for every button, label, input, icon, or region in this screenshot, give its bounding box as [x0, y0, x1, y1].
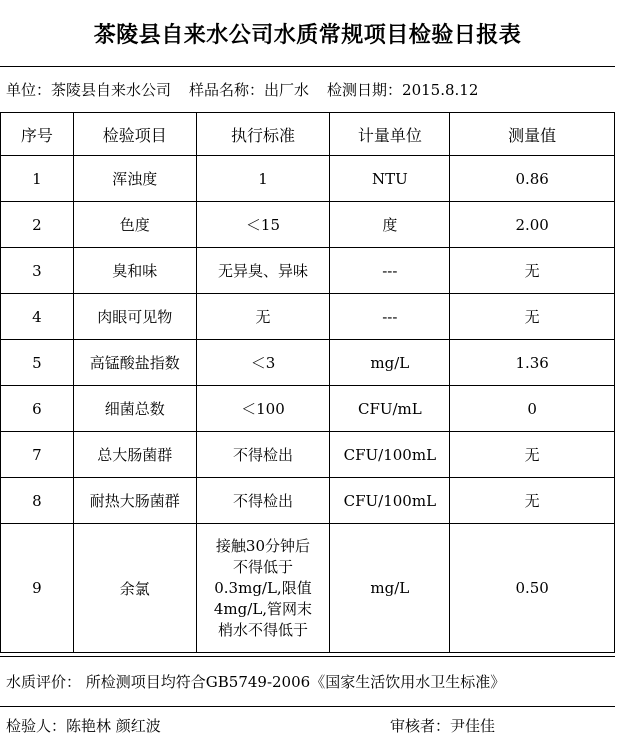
cell-standard: ＜15 [196, 202, 330, 248]
reviewer-label: 审核者：尹佳佳 [390, 717, 496, 735]
standard-line: 不得低于 [232, 557, 293, 576]
standard-line: 接触30分钟后 [215, 536, 311, 555]
header-row [1, 113, 615, 156]
cell-standard: 1 [196, 156, 330, 202]
table-row [1, 340, 615, 386]
cell-standard: ＜100 [196, 386, 330, 432]
header-value: 测量值 [450, 113, 615, 156]
signature-row [0, 706, 615, 744]
cell-value: 无 [450, 294, 615, 340]
cell-value: 无 [450, 478, 615, 524]
cell-unit: --- [330, 248, 450, 294]
cell-item: 肉眼可见物 [73, 294, 196, 340]
cell-item: 细菌总数 [73, 386, 196, 432]
cell-item: 耐热大肠菌群 [73, 478, 196, 524]
cell-no: 4 [1, 294, 74, 340]
table-row [1, 478, 615, 524]
cell-value: 2.00 [450, 202, 615, 248]
table-row [1, 386, 615, 432]
date-label: 检测日期：2015.8.12 [327, 81, 479, 99]
cell-no: 6 [1, 386, 74, 432]
cell-unit: CFU/100mL [330, 432, 450, 478]
info-row [0, 66, 615, 112]
cell-unit: mg/L [330, 524, 450, 653]
cell-standard: 无异臭、异味 [196, 248, 330, 294]
cell-item: 臭和味 [73, 248, 196, 294]
cell-unit: CFU/mL [330, 386, 450, 432]
inspector-label: 检验人：陈艳林 颜红波 [6, 717, 161, 735]
table-row [1, 432, 615, 478]
cell-no: 7 [1, 432, 74, 478]
cell-no: 3 [1, 248, 74, 294]
table-row [1, 202, 615, 248]
water-quality-evaluation: 水质评价： 所检测项目均符合GB5749-2006《国家生活饮用水卫生标准》 [0, 656, 615, 706]
cell-no: 8 [1, 478, 74, 524]
header-unit: 计量单位 [330, 113, 450, 156]
cell-unit: 度 [330, 202, 450, 248]
cell-standard: 无 [196, 294, 330, 340]
table-row [1, 248, 615, 294]
header-no: 序号 [1, 113, 74, 156]
standard-line: 0.3mg/L,限值 [214, 578, 312, 597]
cell-unit: CFU/100mL [330, 478, 450, 524]
cell-standard: 不得检出 [196, 478, 330, 524]
cell-no: 9 [1, 524, 74, 653]
cell-standard: ＜3 [196, 340, 330, 386]
results-table [0, 112, 615, 653]
cell-no: 1 [1, 156, 74, 202]
standard-line: 梢水不得低于 [217, 620, 308, 639]
cell-value: 0.86 [450, 156, 615, 202]
cell-value: 0 [450, 386, 615, 432]
report-title: 茶陵县自来水公司水质常规项目检验日报表 [93, 21, 522, 48]
cell-standard: 不得检出 [196, 432, 330, 478]
table-row [1, 156, 615, 202]
table-row [1, 524, 615, 653]
cell-value: 无 [450, 248, 615, 294]
sample-label: 样品名称：出厂水 [189, 81, 310, 99]
cell-value: 无 [450, 432, 615, 478]
cell-item: 色度 [73, 202, 196, 248]
cell-value: 1.36 [450, 340, 615, 386]
cell-value: 0.50 [450, 524, 615, 653]
cell-unit: --- [330, 294, 450, 340]
cell-unit: NTU [330, 156, 450, 202]
header-standard: 执行标准 [196, 113, 330, 156]
cell-no: 2 [1, 202, 74, 248]
header-item: 检验项目 [73, 113, 196, 156]
cell-item: 高锰酸盐指数 [73, 340, 196, 386]
cell-no: 5 [1, 340, 74, 386]
cell-item: 浑浊度 [73, 156, 196, 202]
cell-unit: mg/L [330, 340, 450, 386]
table-row [1, 294, 615, 340]
standard-line: 4mg/L,管网末 [213, 599, 313, 618]
unit-label: 单位：茶陵县自来水公司 [6, 81, 172, 99]
cell-item: 总大肠菌群 [73, 432, 196, 478]
cell-standard [196, 524, 330, 653]
cell-item: 余氯 [73, 524, 196, 653]
